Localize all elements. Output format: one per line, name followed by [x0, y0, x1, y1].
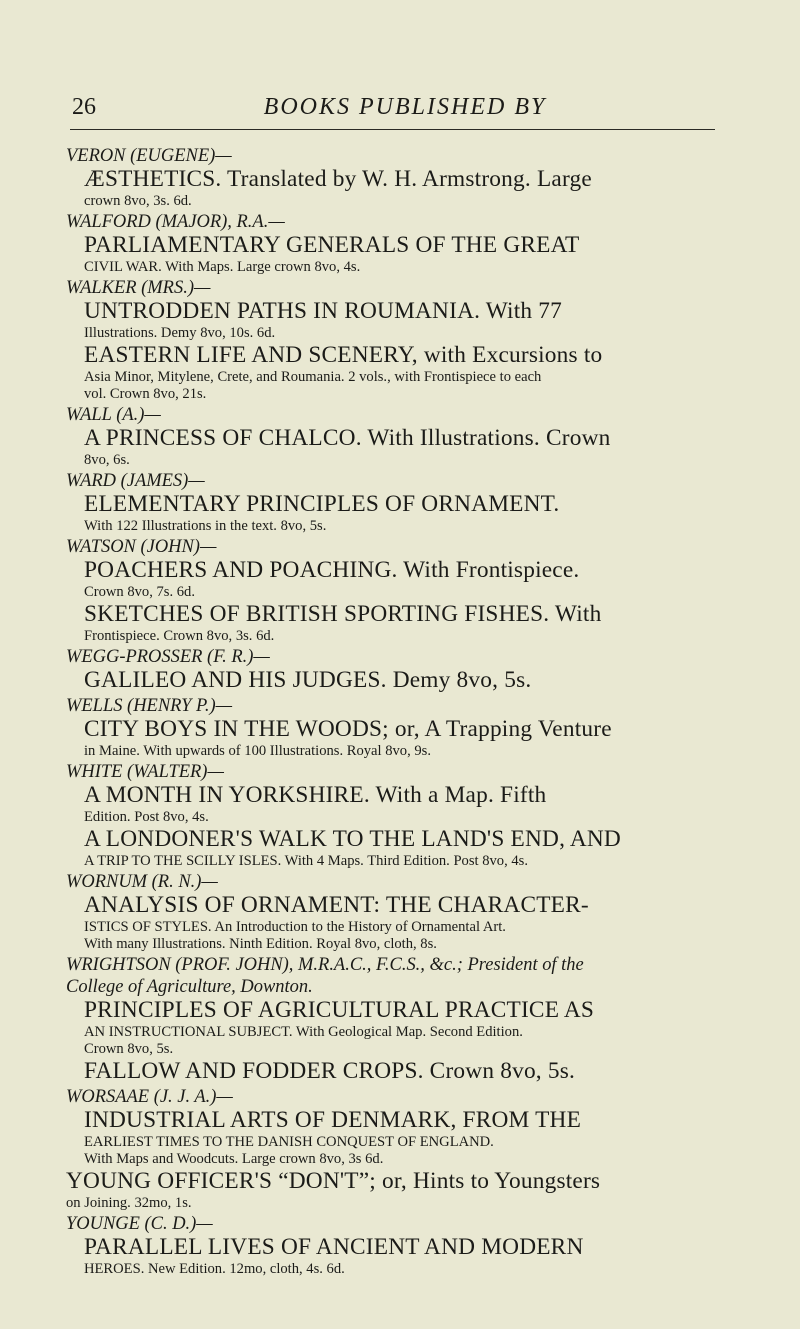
book-title: A MONTH IN YORKSHIRE. With a Map. Fifth	[84, 782, 547, 808]
catalogue-entry	[66, 1086, 726, 1168]
book-title: ANALYSIS OF ORNAMENT: THE CHARACTER-	[84, 892, 589, 918]
book-entry	[66, 716, 726, 760]
book-entry	[66, 491, 726, 535]
book-title: A LONDONER'S WALK TO THE LAND'S END, AND	[84, 826, 621, 852]
catalogue-entries	[66, 144, 726, 1278]
book-details: AN INSTRUCTIONAL SUBJECT. With Geological Map. Second Edition.	[84, 1024, 523, 1040]
book-entry	[66, 997, 726, 1058]
book-details: Crown 8vo, 5s.	[84, 1041, 174, 1057]
book-title: YOUNG OFFICER'S “DON'T”; or, Hints to Youngsters	[66, 1168, 601, 1194]
book-title: EASTERN LIFE AND SCENERY, with Excursions to	[84, 342, 603, 368]
catalogue-entry	[66, 536, 726, 645]
book-title: UNTRODDEN PATHS IN ROUMANIA. With 77	[84, 298, 563, 324]
book-entry	[66, 1058, 726, 1085]
catalogue-entry	[66, 1168, 726, 1212]
catalogue-entry	[66, 871, 726, 953]
catalogue-entry	[66, 761, 726, 870]
book-details: Crown 8vo, 7s. 6d.	[84, 584, 195, 600]
book-details: crown 8vo, 3s. 6d.	[84, 193, 192, 209]
book-details: ISTICS OF STYLES. An Introduction to the History of Ornamental Art.	[84, 919, 506, 935]
book-details: With Maps and Woodcuts. Large crown 8vo, 3s 6d.	[84, 1151, 384, 1167]
book-title: CITY BOYS IN THE WOODS; or, A Trapping Venture	[84, 716, 612, 742]
author-heading: YOUNGE (C. D.)—	[66, 1213, 213, 1233]
book-details: With many Illustrations. Ninth Edition. Royal 8vo, cloth, 8s.	[84, 936, 437, 952]
book-entry	[66, 425, 726, 469]
book-title: A PRINCESS OF CHALCO. With Illustrations. Crown	[84, 425, 611, 451]
book-title: ELEMENTARY PRINCIPLES OF ORNAMENT.	[84, 491, 560, 517]
book-entry	[66, 892, 726, 953]
page-number: 26	[72, 94, 96, 120]
page-header	[0, 92, 800, 132]
book-entry	[66, 557, 726, 601]
author-heading: WALFORD (MAJOR), R.A.—	[66, 211, 285, 231]
book-entry	[66, 232, 726, 276]
catalogue-entry	[66, 470, 726, 535]
header-rule	[70, 129, 715, 130]
book-title: POACHERS AND POACHING. With Frontispiece.	[84, 557, 580, 583]
book-entry	[66, 782, 726, 826]
author-heading: WORSAAE (J. J. A.)—	[66, 1086, 233, 1106]
book-entry	[66, 298, 726, 342]
book-title: PRINCIPLES OF AGRICULTURAL PRACTICE AS	[84, 997, 595, 1023]
book-entry	[66, 342, 726, 403]
book-entry	[66, 667, 726, 694]
book-title: ÆSTHETICS. Translated by W. H. Armstrong. Large	[84, 166, 592, 192]
running-title: BOOKS PUBLISHED BY	[263, 94, 547, 120]
book-details: vol. Crown 8vo, 21s.	[84, 386, 207, 402]
catalogue-entry	[66, 277, 726, 403]
catalogue-entry	[66, 646, 726, 694]
book-entry	[66, 601, 726, 645]
author-heading: WALKER (MRS.)—	[66, 277, 211, 297]
book-details: With 122 Illustrations in the text. 8vo, 5s.	[84, 518, 327, 534]
author-heading: WHITE (WALTER)—	[66, 761, 224, 781]
book-details: Frontispiece. Crown 8vo, 3s. 6d.	[84, 628, 275, 644]
book-title: GALILEO AND HIS JUDGES. Demy 8vo, 5s.	[84, 667, 532, 693]
catalogue-entry	[66, 211, 726, 276]
author-heading: WRIGHTSON (PROF. JOHN), M.R.A.C., F.C.S., &c.; President of the	[66, 954, 584, 974]
book-details: in Maine. With upwards of 100 Illustrations. Royal 8vo, 9s.	[84, 743, 431, 759]
author-heading: WELLS (HENRY P.)—	[66, 695, 233, 715]
author-heading: WALL (A.)—	[66, 404, 161, 424]
book-entry	[66, 1234, 726, 1278]
catalogue-entry	[66, 695, 726, 760]
book-details: CIVIL WAR. With Maps. Large crown 8vo, 4s.	[84, 259, 361, 275]
author-heading: WEGG-PROSSER (F. R.)—	[66, 646, 270, 666]
book-details: Edition. Post 8vo, 4s.	[84, 809, 209, 825]
catalogue-entry	[66, 1213, 726, 1278]
author-heading: VERON (EUGENE)—	[66, 145, 232, 165]
book-details: HEROES. New Edition. 12mo, cloth, 4s. 6d.	[84, 1261, 345, 1277]
book-entry	[66, 166, 726, 210]
catalogue-entry	[66, 145, 726, 210]
book-details: A TRIP TO THE SCILLY ISLES. With 4 Maps. Third Edition. Post 8vo, 4s.	[84, 853, 528, 869]
catalogue-entry	[66, 954, 726, 1085]
author-heading: WATSON (JOHN)—	[66, 536, 217, 556]
author-heading-continued: College of Agriculture, Downton.	[66, 976, 313, 996]
book-entry	[66, 826, 726, 870]
book-entry	[66, 1168, 726, 1212]
book-title: PARLIAMENTARY GENERALS OF THE GREAT	[84, 232, 580, 258]
book-title: PARALLEL LIVES OF ANCIENT AND MODERN	[84, 1234, 584, 1260]
author-heading: WORNUM (R. N.)—	[66, 871, 218, 891]
book-details: 8vo, 6s.	[84, 452, 130, 468]
book-details: EARLIEST TIMES TO THE DANISH CONQUEST OF ENGLAND.	[84, 1134, 494, 1150]
book-details: Asia Minor, Mitylene, Crete, and Roumania. 2 vols., with Frontispiece to each	[84, 369, 542, 385]
book-details: Illustrations. Demy 8vo, 10s. 6d.	[84, 325, 276, 341]
book-entry	[66, 1107, 726, 1168]
catalogue-entry	[66, 404, 726, 469]
book-title: INDUSTRIAL ARTS OF DENMARK, FROM THE	[84, 1107, 582, 1133]
book-details: on Joining. 32mo, 1s.	[66, 1195, 192, 1211]
book-title: FALLOW AND FODDER CROPS. Crown 8vo, 5s.	[84, 1058, 576, 1084]
author-heading: WARD (JAMES)—	[66, 470, 205, 490]
book-title: SKETCHES OF BRITISH SPORTING FISHES. With	[84, 601, 602, 627]
